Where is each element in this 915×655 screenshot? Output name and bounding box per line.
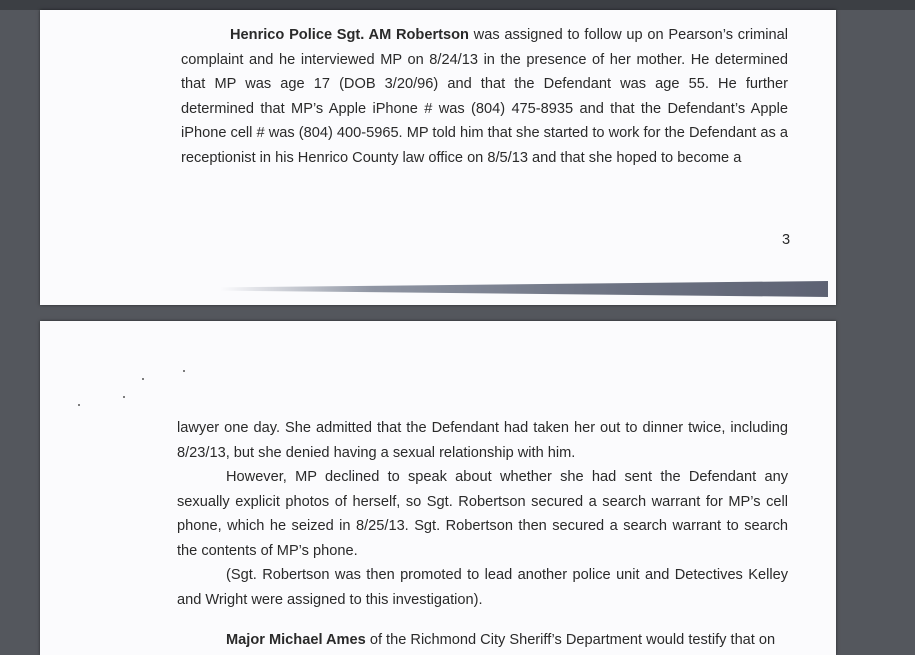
viewer-toolbar: [0, 0, 915, 10]
paragraph: [181, 23, 788, 170]
paragraph: (Sgt. Robertson was then promoted to lead another police unit and Detectives Kelley and Wright were assigned to this investigation).: [177, 567, 788, 608]
paragraph-lead: Major Michael Ames: [226, 632, 366, 648]
scan-speck: [183, 370, 185, 372]
paragraph-lead: Henrico Police Sgt. AM Robertson: [230, 27, 469, 43]
paragraph: However, MP declined to speak about whether she had sent the Defendant any sexually explicit photos of herself, so Sgt. Robertson secured a search warrant for MP’s cell phone, which he seized in 8/25/13. Sgt. Robertson then secured a search warrant to search the contents of MP’s phone.: [177, 469, 788, 559]
paragraph-body: was assigned to follow up on Pearson’s criminal complaint and he interviewed MP on 8/24/13 in the presence of her mother. He determined that MP was age 17 (DOB 3/20/96) and that the Defendant was age 55. He further determined that MP’s Apple iPhone # was (804) 475-8935 and that the Defendant’s Apple iPhone cell # was (804) 400-5965. MP told him that she started to work for the Defendant as a receptionist in his Henrico County law office on 8/5/13 and that she hoped to become a: [181, 27, 788, 166]
paragraph: lawyer one day. She admitted that the Defendant had taken her out to dinner twice, including 8/23/13, but she denied having a sexual relationship with him.: [177, 420, 788, 461]
scan-speck: [142, 378, 144, 380]
document-page: [40, 321, 836, 655]
document-page: [40, 10, 836, 305]
scan-speck: [123, 396, 125, 398]
page-text: [177, 416, 788, 653]
paragraph: [177, 628, 788, 653]
paragraph-body: of the Richmond City Sheriff’s Department would testify that on: [365, 632, 776, 648]
page-text: [181, 23, 788, 170]
scan-speck: [78, 404, 80, 406]
page-number: 3: [782, 232, 791, 248]
page-footer-bar: [220, 281, 828, 297]
